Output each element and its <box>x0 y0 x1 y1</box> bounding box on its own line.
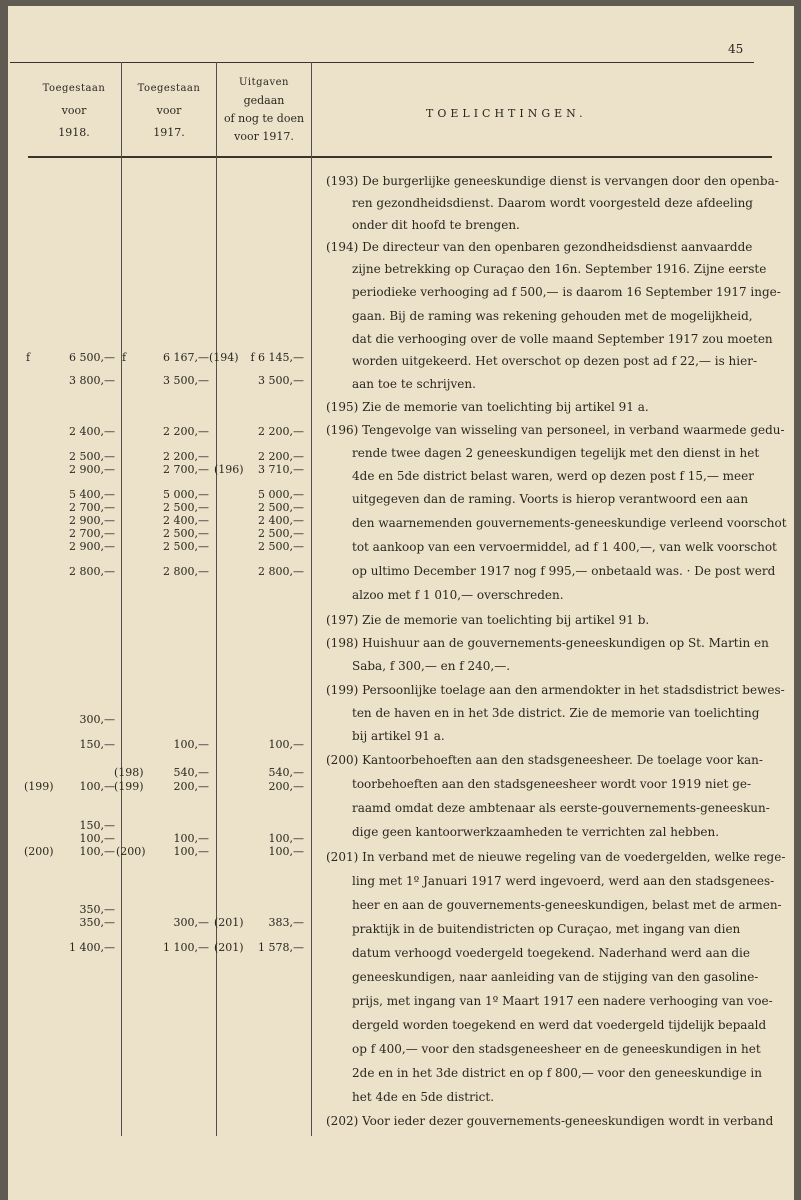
note-line: dige geen kantoorwerkzaamheden te verrichten zal hebben. <box>352 825 720 839</box>
amount-c3: 2 200,— <box>258 425 304 438</box>
amount-c2: 2 400,— <box>163 514 209 527</box>
amount-c2: 2 800,— <box>163 565 209 578</box>
note-line: Saba, f 300,— en f 240,—. <box>352 659 511 673</box>
note-line: (195) Zie de memorie van toelichting bij artikel 91 a. <box>326 400 649 414</box>
amount-c1: 100,— <box>79 780 115 793</box>
amount-c1: 100,— <box>79 845 115 858</box>
column-divider-1 <box>121 62 122 1136</box>
amount-c1: 150,— <box>79 738 115 751</box>
note-line: (201) In verband met de nieuwe regeling van de voedergelden, welke rege- <box>326 850 786 864</box>
margin-label: (200) <box>116 845 146 858</box>
amount-c1: 5 400,— <box>69 488 115 501</box>
note-line: (198) Huishuur aan de gouvernements-geneeskundigen op St. Martin en <box>326 636 769 650</box>
amount-c1: 300,— <box>79 713 115 726</box>
note-line: toorbehoeften aan den stadsgeneesheer wordt voor 1919 niet ge- <box>352 777 752 791</box>
document-page <box>8 6 794 1200</box>
note-line: het 4de en 5de district. <box>352 1090 495 1104</box>
note-line: (199) Persoonlijke toelage aan den armendokter in het stadsdistrict bewes- <box>326 683 785 697</box>
amount-c1: 2 800,— <box>69 565 115 578</box>
note-line: ten de haven en in het 3de district. Zie de memorie van toelichting <box>352 706 760 720</box>
amount-c2: 100,— <box>173 845 209 858</box>
margin-label: (194) <box>209 351 239 364</box>
amount-c1: 2 900,— <box>69 540 115 553</box>
amount-c2: 2 500,— <box>163 540 209 553</box>
margin-label: f <box>26 351 31 364</box>
amount-c3: 2 500,— <box>258 527 304 540</box>
amount-c3: 1 578,— <box>258 941 304 954</box>
note-line: (202) Voor ieder dezer gouvernements-geneeskundigen wordt in verband <box>326 1114 774 1128</box>
note-line: gaan. Bij de raming was rekening gehouden met de mogelijkheid, <box>352 309 753 323</box>
note-line: geneeskundigen, naar aanleiding van de stijging van den gasoline- <box>352 970 759 984</box>
amount-c1: 3 800,— <box>69 374 115 387</box>
note-line: praktijk in de buitendistricten op Curaçao, met ingang van dien <box>352 922 741 936</box>
note-line: op f 400,— voor den stadsgeneesheer en de geneeskundigen in het <box>352 1042 761 1056</box>
note-line: zijne betrekking op Curaçao den 16n. September 1916. Zijne eerste <box>352 262 767 276</box>
amount-c3: 100,— <box>268 845 304 858</box>
amount-c3: 100,— <box>268 738 304 751</box>
amount-c3: f 6 145,— <box>250 351 304 364</box>
amount-c3: 5 000,— <box>258 488 304 501</box>
note-line: ren gezondheidsdienst. Daarom wordt voorgesteld deze afdeeling <box>352 196 753 210</box>
amount-c3: 200,— <box>268 780 304 793</box>
note-line: op ultimo December 1917 nog f 995,— onbetaald was. · De post werd <box>352 564 776 578</box>
note-line: (194) De directeur van den openbaren gezondheidsdienst aanvaardde <box>326 240 753 254</box>
note-line: (193) De burgerlijke geneeskundige dienst is vervangen door den openba- <box>326 174 779 188</box>
amount-c3: 2 200,— <box>258 450 304 463</box>
amount-c3: 3 710,— <box>258 463 304 476</box>
amount-c3: 2 500,— <box>258 501 304 514</box>
note-line: aan toe te schrijven. <box>352 377 476 391</box>
margin-label: f <box>122 351 127 364</box>
amount-c1: 6 500,— <box>69 351 115 364</box>
note-line: prijs, met ingang van 1º Maart 1917 een nadere verhooging van voe- <box>352 994 773 1008</box>
amount-c2: 200,— <box>173 780 209 793</box>
note-line: (197) Zie de memorie van toelichting bij artikel 91 b. <box>326 613 650 627</box>
note-line: (200) Kantoorbehoeften aan den stadsgeneesheer. De toelage voor kan- <box>326 753 763 767</box>
amount-c2: 100,— <box>173 832 209 845</box>
amount-c1: 1 400,— <box>69 941 115 954</box>
header-toegestaan-1917: Toegestaan voor 1917. <box>137 83 201 139</box>
note-line: datum verhoogd voedergeld toegekend. Naderhand werd aan die <box>352 946 750 960</box>
amount-c2: 300,— <box>173 916 209 929</box>
margin-label: (200) <box>24 845 54 858</box>
header-rule <box>28 156 772 158</box>
note-line: periodieke verhooging ad f 500,— is daarom 16 September 1917 inge- <box>352 285 781 299</box>
amount-c1: 350,— <box>79 916 115 929</box>
amount-c1: 2 700,— <box>69 527 115 540</box>
amount-c1: 100,— <box>79 832 115 845</box>
margin-label: (199) <box>24 780 54 793</box>
amount-c2: 3 500,— <box>163 374 209 387</box>
amount-c2: 5 000,— <box>163 488 209 501</box>
header-uitgaven-1917: Uitgaven gedaan of nog te doen voor 1917. <box>223 77 305 143</box>
amount-c2: 2 200,— <box>163 425 209 438</box>
amount-c2: 2 500,— <box>163 501 209 514</box>
amount-c1: 2 900,— <box>69 514 115 527</box>
column-divider-3 <box>311 62 312 1136</box>
note-line: bij artikel 91 a. <box>352 729 445 743</box>
note-line: 2de en in het 3de district en op f 800,— voor den geneeskundige in <box>352 1066 762 1080</box>
amount-c3: 100,— <box>268 832 304 845</box>
note-line: raamd omdat deze ambtenaar als eerste-gouvernements-geneeskun- <box>352 801 770 815</box>
note-line: worden uitgekeerd. Het overschot op dezen post ad f 22,— is hier- <box>352 354 758 368</box>
note-line: heer en aan de gouvernements-geneeskundigen, belast met de armen- <box>352 898 782 912</box>
header-toelichtingen: TOELICHTINGEN. <box>426 107 587 120</box>
margin-label: (199) <box>114 780 144 793</box>
note-line: tot aankoop van een vervoermiddel, ad f 1 400,—, van welk voorschot <box>352 540 777 554</box>
note-line: uitgegeven dan de raming. Voorts is hierop verantwoord een aan <box>352 492 749 506</box>
amount-c3: 2 500,— <box>258 540 304 553</box>
margin-label: (201) <box>214 916 244 929</box>
amount-c3: 383,— <box>268 916 304 929</box>
amount-c2: 1 100,— <box>163 941 209 954</box>
amount-c3: 2 800,— <box>258 565 304 578</box>
note-line: dergeld worden toegekend en werd dat voedergeld tijdelijk bepaald <box>352 1018 767 1032</box>
amount-c2: 6 167,— <box>163 351 209 364</box>
amount-c1: 2 400,— <box>69 425 115 438</box>
amount-c1: 2 500,— <box>69 450 115 463</box>
amount-c1: 350,— <box>79 903 115 916</box>
note-line: den waarnemenden gouvernements-geneeskundige verleend voorschot <box>352 516 787 530</box>
amount-c2: 2 700,— <box>163 463 209 476</box>
margin-label: (198) <box>114 766 144 779</box>
amount-c3: 540,— <box>268 766 304 779</box>
amount-c3: 3 500,— <box>258 374 304 387</box>
margin-label: (196) <box>214 463 244 476</box>
amount-c2: 100,— <box>173 738 209 751</box>
note-line: alzoo met f 1 010,— overschreden. <box>352 588 564 602</box>
amount-c2: 2 200,— <box>163 450 209 463</box>
note-line: onder dit hoofd te brengen. <box>352 218 520 232</box>
page-number: 45 <box>728 42 744 56</box>
note-line: ling met 1º Januari 1917 werd ingevoerd, werd aan den stadsgenees- <box>352 874 775 888</box>
amount-c2: 540,— <box>173 766 209 779</box>
note-line: 4de en 5de district belast waren, werd op dezen post f 15,— meer <box>352 469 754 483</box>
amount-c1: 150,— <box>79 819 115 832</box>
amount-c2: 2 500,— <box>163 527 209 540</box>
column-divider-2 <box>216 62 217 1136</box>
note-line: (196) Tengevolge van wisseling van personeel, in verband waarmede gedu- <box>326 423 785 437</box>
amount-c3: 2 400,— <box>258 514 304 527</box>
note-line: rende twee dagen 2 geneeskundigen tegelijk met den dienst in het <box>352 446 760 460</box>
note-line: dat die verhooging over de volle maand September 1917 zou moeten <box>352 332 773 346</box>
margin-label: (201) <box>214 941 244 954</box>
amount-c1: 2 900,— <box>69 463 115 476</box>
header-toegestaan-1918: Toegestaan voor 1918. <box>42 83 106 139</box>
amount-c1: 2 700,— <box>69 501 115 514</box>
